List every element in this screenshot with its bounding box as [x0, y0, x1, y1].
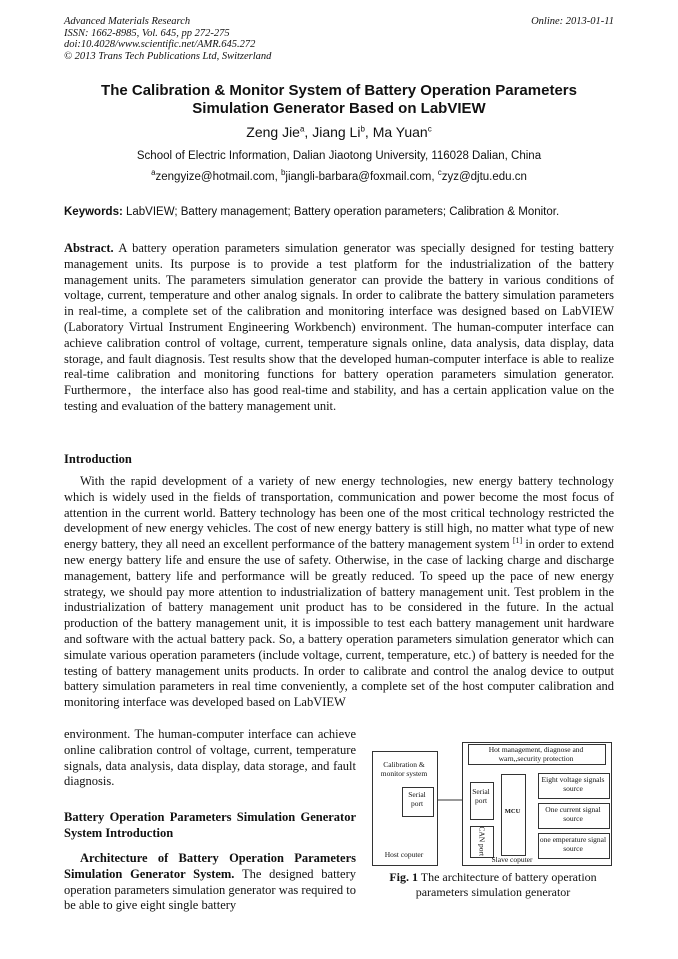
email-superscript: c [437, 168, 442, 178]
doi: doi:10.4028/www.scientific.net/AMR.645.272 [64, 39, 256, 50]
intro-continuation: environment. The human-computer interface can achieve online calibration control of voltage, current, temperature signals, data analysis, data display, data storage, and fault diagnosis. [64, 727, 356, 789]
caption-text: The architecture of battery operation parameters simulation generator [415, 870, 597, 899]
slave-serial-port-label: Serial port [472, 787, 490, 805]
separator: , [304, 124, 313, 140]
keywords [64, 206, 614, 218]
author-name: Jiang Li [312, 124, 361, 140]
author-name: Zeng Jie [246, 124, 300, 140]
intro-text: With the rapid development of a variety of new energy technologies, new energy battery technology which is widely used in the fields of transportation, communication and power become the most focus of attention in the current world. Battery technology has been one of the most critical technology restricted the development of new energy vehicles. The cost of new energy battery is still high, no matter what type of new energy battery, they all need an excellent performance of the battery management system [64, 474, 614, 552]
email: zyz@djtu.edu.cn [441, 171, 527, 183]
author-list [40, 124, 638, 140]
figure-1-caption [374, 870, 612, 900]
figure-1-diagram [372, 740, 612, 868]
affiliation: School of Electric Information, Dalian Jiaotong University, 116028 Dalian, China [136, 150, 542, 162]
slave-computer-label: Slave coputer [491, 855, 533, 864]
can-port-label: CAN port [477, 826, 487, 857]
paper-title [40, 82, 638, 118]
section-heading-introduction: Introduction [64, 452, 132, 466]
citation: [1] [512, 536, 523, 546]
temperature-source-label: one emperature signal source [539, 835, 607, 853]
issn: ISSN: 1662-8985, Vol. 645, pp 272-275 [64, 27, 230, 39]
separator: , [364, 124, 373, 140]
calibration-label: Calibration & monitor system [380, 760, 428, 778]
title-line-2: Simulation Generator Based on LabVIEW [192, 100, 486, 117]
email-superscript: a [151, 168, 156, 178]
email: jiangli-barbara@foxmail.com, [285, 171, 438, 183]
author-superscript: c [427, 124, 432, 134]
copyright: © 2013 Trans Tech Publications Ltd, Switzerland [64, 50, 272, 62]
journal-name: Advanced Materials Research [64, 16, 191, 27]
email: zengyize@hotmail.com, [155, 171, 281, 183]
hot-management-label: Hot management, diagnose and warn,,security protection [488, 745, 584, 763]
author-name: Ma Yuan [372, 124, 428, 140]
abstract [64, 241, 614, 415]
current-source-label: One current signal source [545, 805, 601, 823]
architecture-text: The designed battery operation parameters simulation generator was required to be able to give eight single battery [64, 866, 356, 913]
author-superscript: b [360, 124, 365, 134]
intro-paragraph [64, 474, 614, 711]
host-serial-port-label: Serial port [408, 790, 426, 808]
architecture-paragraph [64, 851, 356, 914]
author-emails [40, 168, 638, 183]
keywords-text: LabVIEW; Battery management; Battery operation parameters; Calibration & Monitor. [122, 206, 560, 218]
mcu-label: MCU [504, 808, 521, 815]
eight-voltage-label: Eight voltage signals source [541, 775, 605, 793]
online-date: Online: 2013-01-11 [531, 16, 614, 27]
email-superscript: b [280, 168, 286, 178]
subsection-heading: Architecture of Battery Operation Parameters Simulation Generator System. [64, 851, 356, 881]
keywords-label: Keywords: [64, 206, 123, 218]
section-heading-system: Battery Operation Parameters Simulation Generator System Introduction [64, 810, 356, 840]
abstract-text: A battery operation parameters simulation generator was specially designed for testing battery management units. Its purpose is to provide a test platform for the industrialization of the battery management units. The parameters simulation generator can provide the battery in various conditions of voltage, current, temperature and other analog signals. In order to calibrate the battery simulation parameters in real-time, a complete set of the calibration and monitoring interface was designed based on LabVIEW (Laboratory Virtual Instrument Engineering Workbench) environment. The human-computer interface can achieve calibration control of voltage, current, temperature signals online, data analysis, data display, data storage, and fault diagnosis. Test results show that the developed human-computer interface is able to realize real-time calibration and monitoring functions for battery operation parameters simulation generator. Furthermore，the interface also has good real-time and stability, and has a certain application value on the testing and evaluation of the battery management unit. [64, 241, 614, 413]
intro-text: in order to extend new energy battery life and ensure the use of safety. Otherwise, in the case of lacking charge and discharge management, battery life and performance will be greatly reduced. To speed up the pace of new energy strategy, we should pay more attention to industrialization of battery management unit. Test problem in the industrialization of battery management unit product has to be considered in the future. In the actual production of the battery management unit, it is impossible to test each battery management unit hardware and software with the actual battery pack. So, a battery operation parameters simulation generator which can simulate various operation parameters (include voltage, current, temperature, etc.) of battery is needed for the testing of battery management units products. In order to calibrate and control the analog device to output battery simulation parameters in real time conveniently, a complete set of the host computer calibration and monitoring interface was developed based on LabVIEW [64, 537, 615, 710]
figure-label: Fig. 1 [389, 870, 418, 884]
host-computer-label: Host coputer [384, 850, 424, 859]
title-line-1: The Calibration & Monitor System of Battery Operation Parameters [101, 82, 577, 99]
running-header [64, 16, 271, 62]
abstract-label: Abstract. [64, 241, 114, 255]
author-superscript: a [299, 124, 305, 134]
